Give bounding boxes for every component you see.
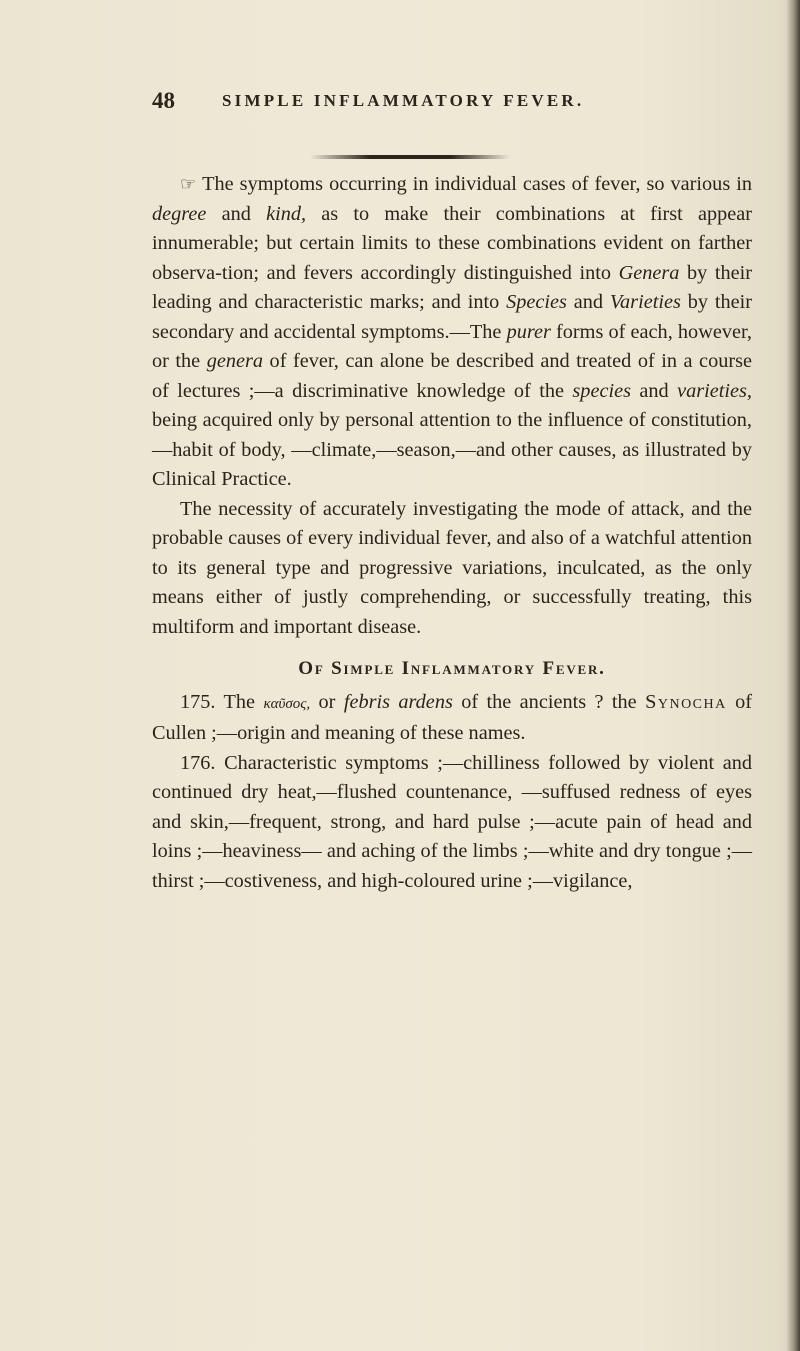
page-number: 48 <box>152 88 175 113</box>
paragraph-number: 176. <box>180 751 216 774</box>
page-header <box>152 88 752 128</box>
synocha-term: Synocha <box>645 690 727 713</box>
page-binding-shadow <box>786 0 800 1351</box>
greek-term: καῦσος, <box>263 695 311 712</box>
paragraph-175: 175. The καῦσος, or febris ardens of the ancients ? the Synocha of Cullen ;—origin and meaning of these names. <box>152 690 753 744</box>
paragraph-176: 176. Characteristic symptoms ;—chilliness followed by violent and continued dry heat,—flushed countenance, —suffused redness of eyes and skin,—frequent, strong, and hard pulse ;—acute pain of head and loins ;—heaviness— and aching of the limbs ;—white and dry tongue ;— thirst ;—costiveness, and high-coloured urine ;—vigilance, <box>152 751 752 892</box>
running-head: SIMPLE INFLAMMATORY FEVER. <box>222 91 585 110</box>
intro-paragraph: ☞ The symptoms occurring in individual cases of fever, so various in degree and kind, as to make their combinations at first appear innumerable; but certain limits to these combinations evident on farther observa-tion; and fevers accordingly distinguished into Genera by their leading and characteristic marks; and into Species and Varieties by their secondary and accidental symptoms.—The purer forms of each, however, or the genera of fever, can alone be described and treated of in a course of lectures ;—a discriminative knowledge of the species and varieties, being acquired only by personal attention to the influence of constitution,—habit of body, —climate,—season,—and other causes, as illustrated by Clinical Practice. <box>152 170 752 495</box>
ornamental-rule <box>310 155 510 159</box>
page-body <box>152 170 752 896</box>
section-heading: Of Simple Inflammatory Fever. <box>298 658 606 679</box>
pointing-hand-icon: ☞ <box>180 174 197 194</box>
necessity-paragraph: The necessity of accurately investigating the mode of attack, and the probable causes of every individual fever, and also of a watchful attention to its general type and progressive variations, inculcated, as the only means either of justly comprehending, or successfully treating, this multiform and important disease. <box>152 497 752 638</box>
paragraph-number: 175. <box>180 690 216 713</box>
